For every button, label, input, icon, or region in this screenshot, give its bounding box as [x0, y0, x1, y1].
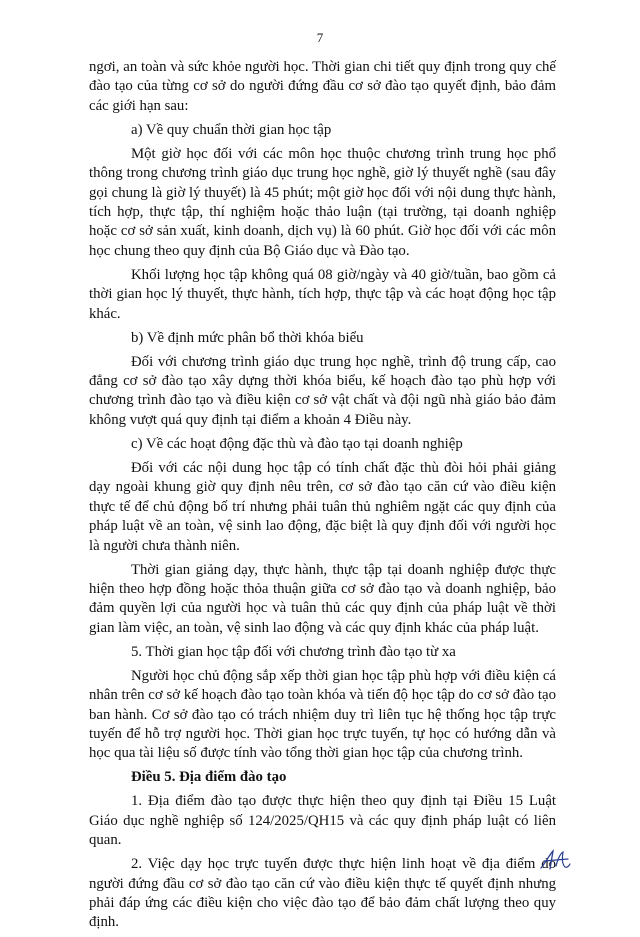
subsection-c-heading: c) Về các hoạt động đặc thù và đào tạo tại doanh nghiệp — [131, 435, 463, 452]
article-5-clause-2: 2. Việc dạy học trực tuyến được thực hiện linh hoạt về địa điểm do người đứng đầu cơ sở đào tạo căn cứ vào điều kiện thực tế quyết định nhưng phải đáp ứng các điều kiện cho việc đào tạo để bảo đảm chất lượng theo quy định. — [89, 856, 556, 931]
paragraph-continuation: ngơi, an toàn và sức khỏe người học. Thời gian chi tiết quy định trong quy chế đào tạo của từng cơ sở do người đứng đầu cơ sở đào tạo quyết định, bảo đảm các giới hạn sau: — [89, 59, 556, 114]
document-body — [89, 58, 556, 937]
paragraph-enterprise-training: Thời gian giảng dạy, thực hành, thực tập tại doanh nghiệp được thực hiện theo hợp đồng hoặc thỏa thuận giữa cơ sở đào tạo và doanh nghiệp, bảo đảm quyền lợi của người học và tuân thủ các quy định của pháp luật về thời gian làm việc, an toàn, vệ sinh lao động và các quy định khác của pháp luật. — [89, 561, 556, 636]
paragraph-study-hour-standard: Một giờ học đối với các môn học thuộc chương trình trung học phổ thông trong chương trình giáo dục trung học nghề, giờ lý thuyết nghề (sau đây gọi chung là giờ lý thuyết) là 45 phút; một giờ học đối với nội dung thực hành, tích hợp, thực tập, thí nghiệm hoặc thảo luận (tại trường, tại doanh nghiệp hoặc cơ sở sản xuất, kinh doanh, dịch vụ) là 60 phút. Giờ học đối với các môn học chung theo quy định của Bộ Giáo dục và Đào tạo. — [89, 145, 556, 259]
page-number: 7 — [316, 30, 324, 45]
paragraph-distance-learning: Người học chủ động sắp xếp thời gian học tập phù hợp với điều kiện cá nhân trên cơ sở kế hoạch đào tạo toàn khóa và tiến độ học tập do cơ sở đào tạo ban hành. Cơ sở đào tạo có trách nhiệm duy trì liên tục hệ thống học tập trực tuyến để hỗ trợ người học. Thời gian học trực tuyến, tự học có hướng dẫn và học qua tài liệu số được tính vào tổng thời gian học tập của chương trình. — [89, 667, 556, 762]
paragraph-special-activities: Đối với các nội dung học tập có tính chất đặc thù đòi hỏi phải giảng dạy ngoài khung giờ quy định nêu trên, cơ sở đào tạo căn cứ vào điều kiện thực tế để chủ động bố trí nhưng phải tuân thủ nghiêm ngặt các quy định của pháp luật về an toàn, vệ sinh lao động, đặc biệt là quy định đối với người học là người chưa thành niên. — [89, 459, 556, 554]
signature-initials — [538, 848, 572, 872]
paragraph-timetable: Đối với chương trình giáo dục trung học nghề, trình độ trung cấp, cao đẳng cơ sở đào tạo xây dựng thời khóa biểu, kế hoạch đào tạo phù hợp với chương trình đào tạo và điều kiện cơ sở vật chất và đội ngũ nhà giáo bảo đảm không vượt quá quy định tại điểm a khoản 4 Điều này. — [89, 353, 556, 428]
item-5-heading: 5. Thời gian học tập đối với chương trình đào tạo từ xa — [131, 643, 456, 660]
article-5-heading: Điều 5. Địa điểm đào tạo — [131, 769, 287, 786]
article-5-clause-1: 1. Địa điểm đào tạo được thực hiện theo quy định tại Điều 15 Luật Giáo dục nghề nghiệp số 124/2025/QH15 và các quy định pháp luật có liên quan. — [89, 793, 556, 849]
subsection-b-heading: b) Về định mức phân bổ thời khóa biểu — [131, 329, 364, 346]
paragraph-study-load: Khối lượng học tập không quá 08 giờ/ngày và 40 giờ/tuần, bao gồm cả thời gian học lý thuyết, thực hành, tích hợp, thực tập và các hoạt động học tập khác. — [89, 266, 556, 322]
subsection-a-heading: a) Về quy chuẩn thời gian học tập — [131, 121, 332, 138]
